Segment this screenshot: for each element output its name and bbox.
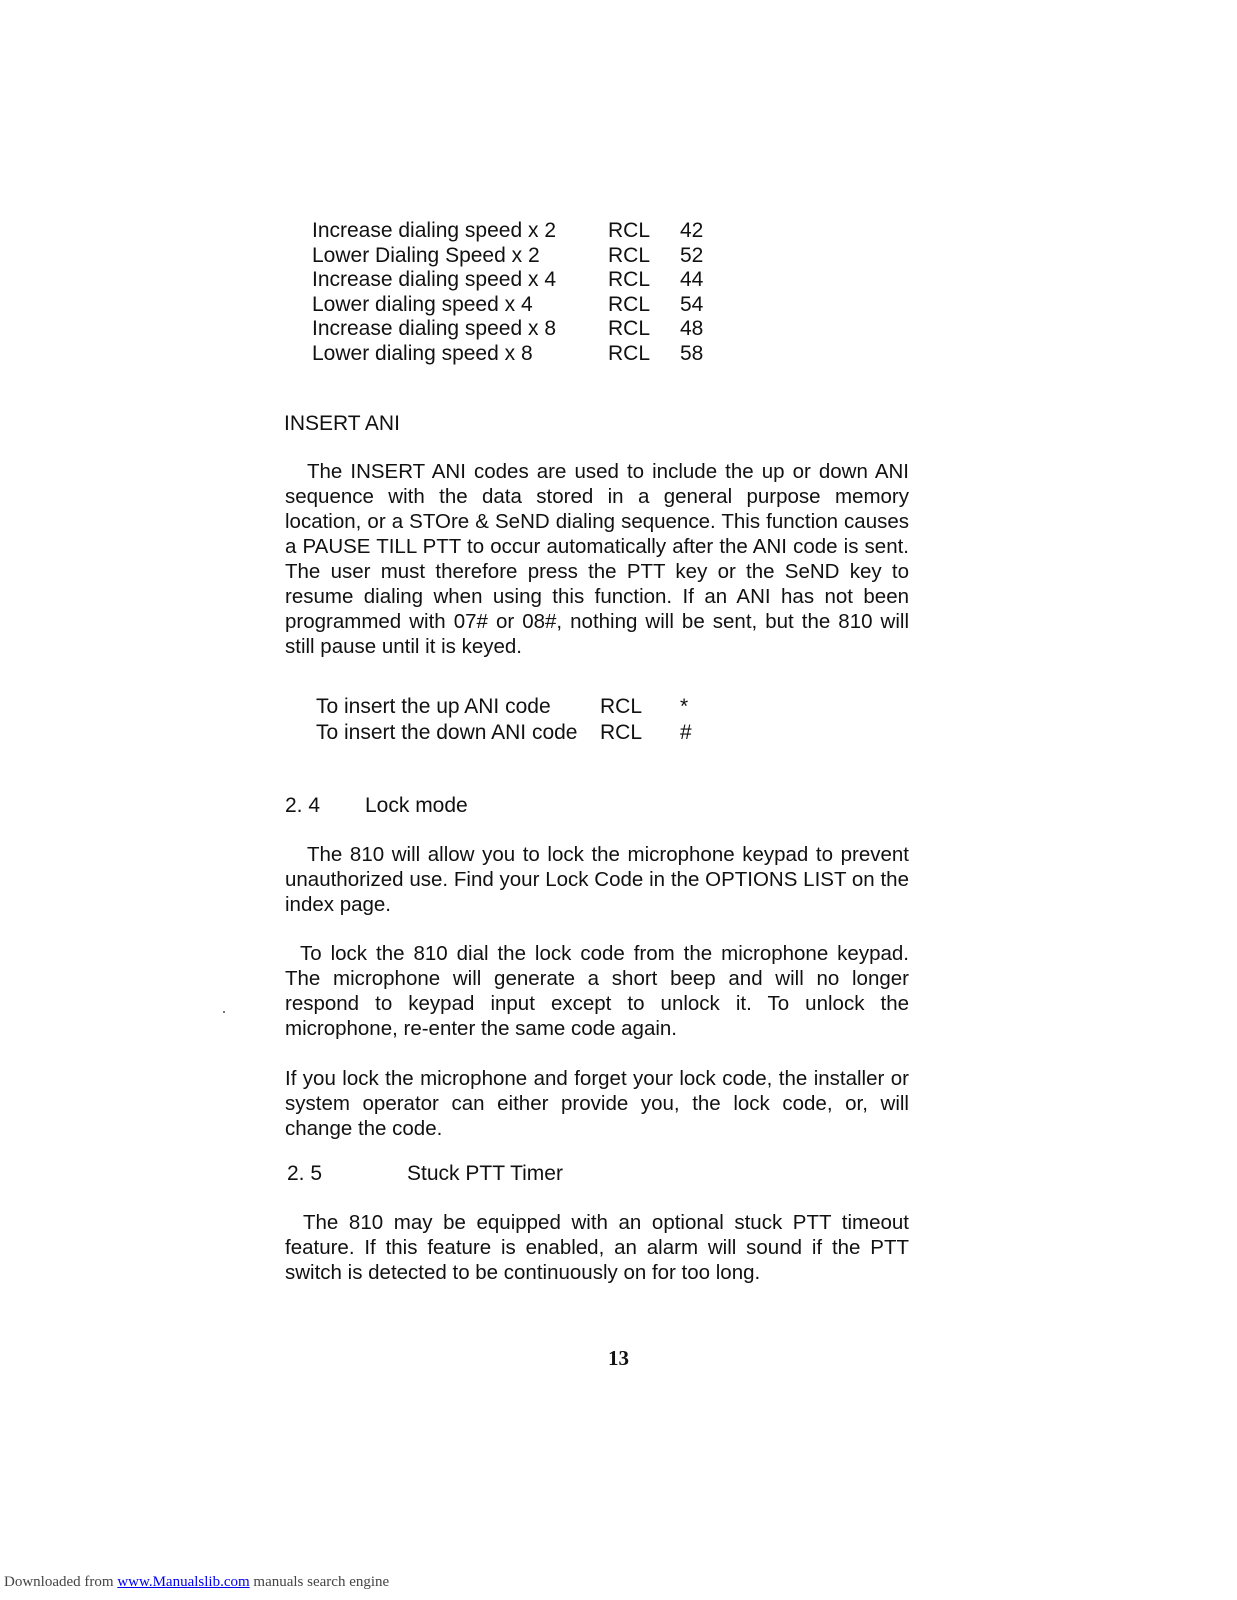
speed-rcl: RCL [608, 268, 651, 292]
table-row [312, 293, 720, 318]
speed-code: 42 [680, 219, 704, 242]
table-row [312, 244, 720, 269]
lock-mode-paragraph-2 [285, 941, 909, 1041]
ani-desc: To insert the up ANI code [316, 695, 551, 718]
ani-code: * [680, 695, 689, 718]
ani-rcl: RCL [600, 721, 643, 744]
speed-desc: Lower Dialing Speed x 2 [312, 243, 540, 267]
ani-rcl: RCL [600, 695, 643, 718]
speed-code: 54 [680, 292, 704, 316]
ani-code: # [680, 721, 692, 744]
stuck-ptt-text: The 810 may be equipped with an optional stuck PTT timeout feature. If this feature is enabled, an alarm will sound if the PTT switch is detected to be continuously on for too long. [285, 1211, 909, 1284]
section-title: Stuck PTT Timer [407, 1162, 563, 1185]
dialing-speed-table [312, 219, 720, 367]
speed-rcl: RCL [608, 292, 651, 316]
table-row [316, 720, 710, 746]
lock-mode-text-1: The 810 will allow you to lock the microphone keypad to prevent unauthorized use. Find your Lock Code in the OPTIONS LIST on the index page. [285, 843, 909, 916]
speed-rcl: RCL [608, 243, 651, 267]
lock-mode-heading [285, 794, 468, 818]
speed-desc: Increase dialing speed x 8 [312, 317, 556, 341]
section-title: Lock mode [365, 794, 468, 817]
insert-ani-text: The INSERT ANI codes are used to include the up or down ANI sequence with the data stored in a general purpose memory location, or a STOre & SeND dialing sequence. This function causes a PAUSE TILL PTT to occur automatically after the ANI code is sent. The user must therefore press the PTT key or the SeND key to resume dialing when using this function. If an ANI has not been programmed with 07# or 08#, nothing will be sent, but the 810 will still pause until it is keyed. [285, 460, 909, 658]
speed-rcl: RCL [608, 219, 651, 242]
table-row [312, 268, 720, 293]
speed-code: 58 [680, 341, 704, 365]
speed-code: 52 [680, 243, 704, 267]
insert-ani-paragraph [285, 459, 909, 659]
lock-mode-text-3: If you lock the microphone and forget your lock code, the installer or system operator can either provide you, the lock code, or, will change the code. [285, 1067, 909, 1140]
speed-desc: Lower dialing speed x 8 [312, 341, 533, 365]
manualslib-link[interactable]: www.Manualslib.com [117, 1574, 250, 1590]
speed-rcl: RCL [608, 317, 651, 341]
page-number: 13 [608, 1346, 629, 1370]
lock-mode-text-2: To lock the 810 dial the lock code from the microphone keypad. The microphone will generate a short beep and will no longer respond to keypad input except to unlock it. To unlock the microphone, re-enter the same code again. [285, 942, 909, 1040]
table-row [312, 219, 720, 244]
insert-ani-table [316, 694, 710, 746]
speed-desc: Lower dialing speed x 4 [312, 292, 533, 316]
speed-desc: Increase dialing speed x 2 [312, 219, 556, 242]
download-footer [4, 1574, 389, 1591]
section-number: 2. 5 [287, 1162, 323, 1185]
footer-prefix: Downloaded from [4, 1574, 118, 1590]
footer-suffix: manuals search engine [249, 1574, 390, 1590]
speed-desc: Increase dialing speed x 4 [312, 268, 556, 292]
speed-code: 44 [680, 268, 704, 292]
lock-mode-paragraph-3 [285, 1066, 909, 1141]
stuck-ptt-heading [287, 1162, 563, 1186]
ani-desc: To insert the down ANI code [316, 721, 578, 744]
lock-mode-paragraph-1 [285, 842, 909, 917]
table-row [312, 317, 720, 342]
section-number: 2. 4 [285, 794, 321, 817]
table-row [312, 342, 720, 367]
stuck-ptt-paragraph [285, 1210, 909, 1285]
insert-ani-heading: INSERT ANI [284, 412, 400, 435]
table-row [316, 694, 710, 720]
scan-speck [223, 1011, 225, 1013]
speed-rcl: RCL [608, 341, 651, 365]
speed-code: 48 [680, 317, 704, 341]
